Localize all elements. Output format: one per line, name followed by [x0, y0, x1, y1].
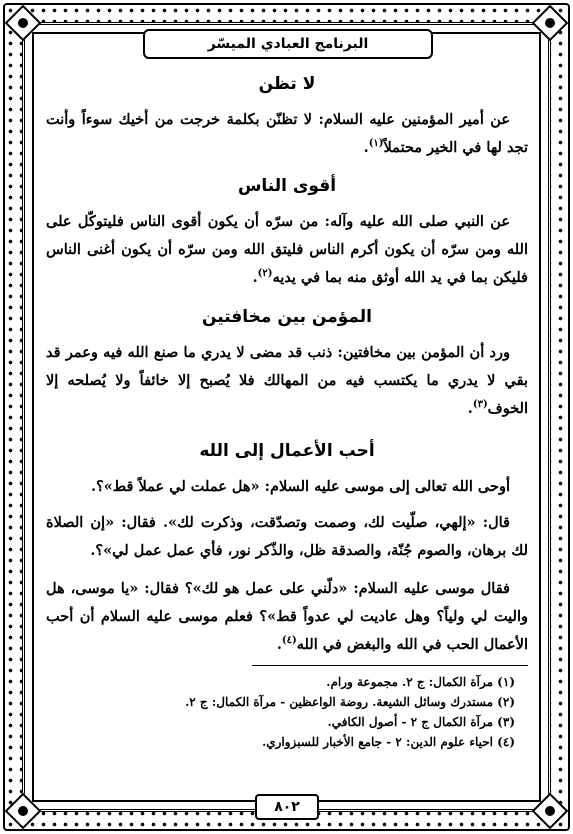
footnote-ref: (٢) [257, 268, 273, 280]
book-title: البرنامج العبادي الميسّر [207, 36, 369, 52]
footnote: (١) مرآة الكمال: ج ٢. مجموعة ورام. [326, 675, 515, 689]
footnote-ref: (٣) [472, 399, 488, 411]
main-content [46, 66, 528, 659]
footnotes [60, 672, 515, 752]
footnote-ref: (١) [368, 138, 384, 150]
paragraph-text: عن النبي صلى الله عليه وآله: من سرّه أن يكون أقوى الناس فليتوكّل على الله ومن سرّه أن يكون أكرم الناس فليتق الله ومن سرّه أن يكون أغنى الناس فليكن بما في يد الله أوثق منه بما في يديه [46, 213, 528, 286]
footnote-divider [252, 665, 528, 666]
footnote: (٤) احياء علوم الدين: ٢ - جامع الأخبار للسبزواري. [262, 735, 515, 749]
section-title: المؤمن بين مخافتين [201, 307, 373, 327]
paragraph-text: أوحى الله تعالى إلى موسى عليه السلام: «هل عملت لي عملاً قط»؟. [90, 478, 510, 495]
paragraph-text: عن أمير المؤمنين عليه السلام: لا تظنّن بكلمة خرجت من أخيك سوءاً وأنت تجد لها في الخير محتملاً [46, 111, 528, 156]
running-header [143, 29, 433, 59]
paragraph [46, 473, 528, 501]
paragraph-text: قال: «إلهي، صلّيت لك، وصمت وتصدّقت، وذكرت لك». فقال: «إن الصلاة لك برهان، والصوم جُنّة، والصدقة ظل، والذّكر نور، فأي عمل عمل لي»؟. [46, 514, 528, 559]
paragraph: فقال موسى عليه السلام: «دلّني على عمل هو لك»؟ فقال: «يا موسى، هل واليت لي ولياً؟ وهل عاديت لي عدواً قط»؟ فعلم موسى عليه السلام أن أحب الأعمال الحب في الله والبغض في الله$^{(٤)}$. [46, 580, 528, 653]
paragraph-text: ورد أن المؤمن بين مخافتين: ذنب قد مضى لا يدري ما صنع الله فيه وعمر قد بقي لا يدري ما يكتسب فيه من المهالك فلا يُصبح إلا خائفاً ولا يُصلحه إلا الخوف [46, 344, 528, 417]
section-title: أحب الأعمال إلى الله [199, 441, 375, 461]
paragraph: عن أمير المؤمنين عليه السلام: لا تظنّن بكلمة خرجت من أخيك سوءاً وأنت تجد لها في الخير محتملاً$^{(١)}$. [46, 111, 528, 156]
paragraph-text: فقال موسى عليه السلام: «دلّني على عمل هو لك»؟ فقال: «يا موسى، هل واليت لي ولياً؟ وهل عاديت لي عدواً قط»؟ فعلم موسى عليه السلام أن أحب الأعمال الحب في الله والبغض في الله [46, 580, 528, 653]
page-number-box [255, 794, 319, 820]
section-title: أقوى الناس [237, 176, 337, 196]
paragraph: ورد أن المؤمن بين مخافتين: ذنب قد مضى لا يدري ما صنع الله فيه وعمر قد بقي لا يدري ما يكتسب فيه من المهالك فلا يُصبح إلا خائفاً ولا يُصلحه إلا الخوف$^{(٣)}$. [46, 344, 528, 417]
page-number: ٨٠٢ [274, 799, 300, 815]
footnote: (٣) مرآة الكمال ج ٢ - أصول الكافي. [327, 715, 515, 729]
paragraph: عن النبي صلى الله عليه وآله: من سرّه أن يكون أقوى الناس فليتوكّل على الله ومن سرّه أن يكون أكرم الناس فليتق الله ومن سرّه أن يكون أغنى الناس فليكن بما في يد الله أوثق منه بما في يديه$^{(٢)}$. [46, 213, 528, 286]
paragraph [46, 509, 528, 565]
section-title: لا تظن [258, 74, 316, 94]
footnote: (٢) مستدرك وسائل الشيعة. روضة الواعظين - مرآة الكمال: ج ٢. [185, 695, 515, 709]
footnote-ref: (٤) [281, 635, 297, 647]
